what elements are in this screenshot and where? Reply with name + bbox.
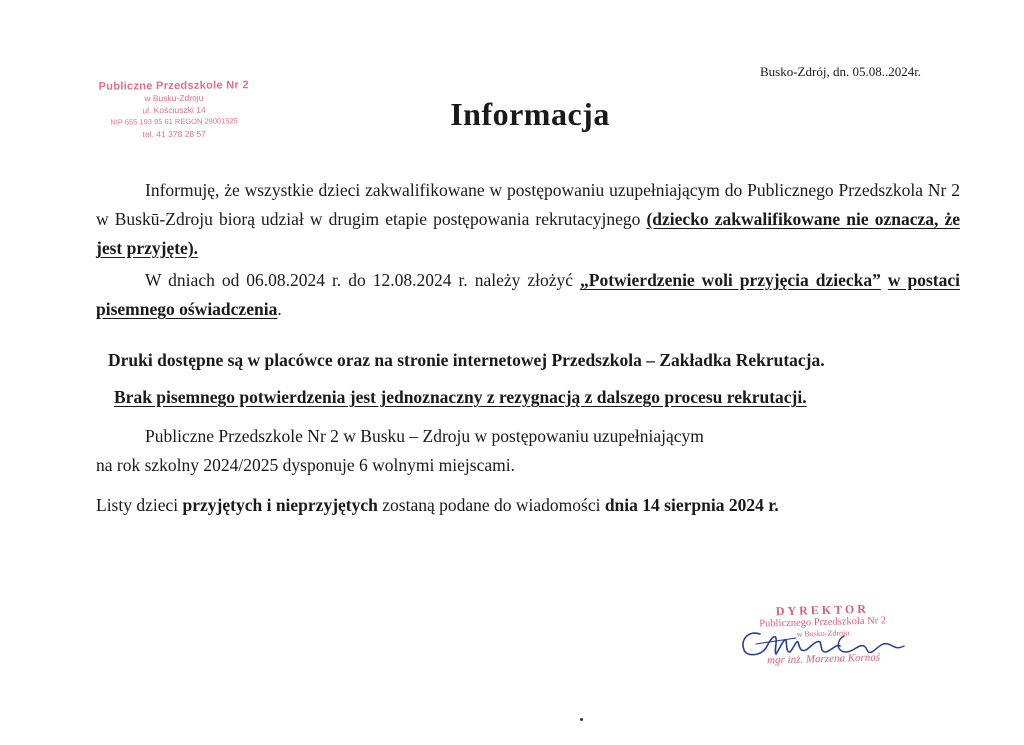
lists-bold-date: dnia 14 sierpnia 2024 r.	[604, 495, 779, 515]
stamp-phone: tel. 41 378 28 57	[142, 128, 206, 140]
paragraph-qualified-note: (dziecko zakwalifikowane nie oznacza, że jest przyjęte).	[96, 209, 961, 258]
lists-mid: zostaną podane do wiadomości	[377, 495, 605, 515]
stamp-ids: NIP 655 193 95 61 REGON 29001525	[110, 116, 238, 127]
signature-icon	[736, 626, 911, 662]
places-line-2: na rok szkolny 2024/2025 dysponuje 6 wolnymi miejscami.	[96, 455, 515, 475]
paragraph-qualified-text: Informuję, że wszystkie dzieci zakwalifikowane w postępowaniu uzupełniającym do Publicznego Przedszkola Nr 2 w Buskū-Zdroju biorą udział w drugim etapie postępowania rekrutacyjnego	[96, 180, 960, 229]
confirmation-doc-name: „Potwierdzenie woli przyjęcia dziecka”	[580, 270, 881, 290]
confirmation-form: w postaci pisemnego oświadczenia	[96, 270, 961, 319]
paragraph-qualified	[96, 176, 960, 263]
paragraph-warning: Brak pisemnego potwierdzenia jest jednoznaczny z rezygnacją z dalszego procesu rekrutacji.	[114, 387, 807, 407]
paragraph-forms: Druki dostępne są w placówce oraz na stronie internetowej Przedszkola – Zakładka Rekrutacja.	[108, 350, 825, 370]
stamp-street: ul. Kościuszki 14	[142, 104, 206, 116]
director-title: DYREKTOR	[775, 601, 870, 619]
paragraph-places	[96, 422, 960, 480]
document-body	[96, 176, 960, 520]
director-place: w Busku-Zdroju	[796, 628, 850, 639]
paragraph-confirmation	[96, 266, 960, 324]
lists-pre: Listy dzieci	[96, 495, 183, 515]
stamp-school-name: Publiczne Przedszkole Nr 2	[98, 79, 249, 93]
stamp-city: w Busku-Zdroju	[144, 92, 204, 104]
confirmation-end: .	[277, 299, 282, 319]
director-institution: Publicznego Przedszkola Nr 2	[759, 615, 887, 630]
director-name: mgr inż. Marzena Kornaś	[766, 651, 881, 667]
paragraph-confirmation-text: W dniach od 06.08.2024 r. do 12.08.2024 r. należy złożyć	[145, 270, 581, 290]
date-line: Busko-Zdrój, dn. 05.08..2024r.	[760, 64, 922, 79]
places-line-1: Publiczne Przedszkole Nr 2 w Busku – Zdroju w postępowaniu uzupełniającym	[145, 426, 704, 446]
scan-dot	[580, 718, 583, 721]
paragraph-lists	[96, 491, 960, 520]
document-title: Informacja	[450, 96, 610, 132]
lists-bold-accepted: przyjętych i nieprzyjętych	[182, 495, 378, 515]
